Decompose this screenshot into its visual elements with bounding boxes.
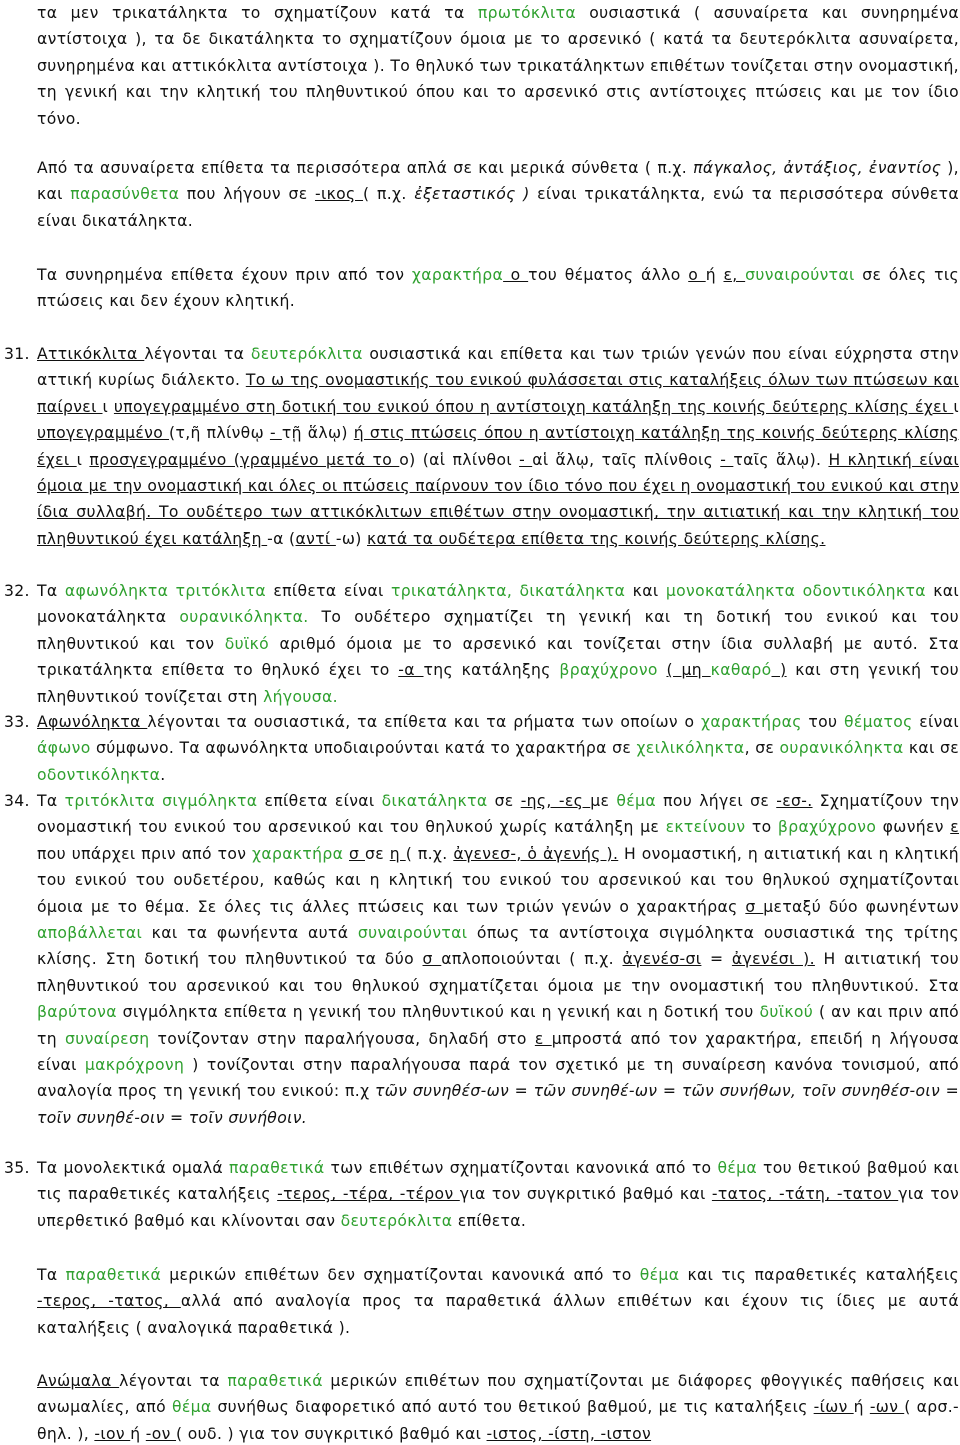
text-run: ( π.χ. [363, 185, 415, 204]
text-run: και στη γενική του πληθυντικού τονίζεται στη [37, 661, 960, 706]
text-run: = [701, 950, 732, 969]
underlined-text: σ [745, 897, 764, 916]
underlined-text: -α [398, 661, 424, 680]
underlined-text: -τερος, -τέρα, -τέρον [277, 1185, 460, 1204]
term-highlight: ουρανικόληκτα. [179, 608, 309, 627]
text-run: μεταξύ δύο φωνηέντων [763, 897, 959, 916]
underlined-text: σ [349, 844, 365, 863]
text-run: ( π.χ. [405, 844, 454, 863]
text-run: λέγονται τα ουσιαστικά, τα επίθετα και τα ρήματα των οποίων ο [147, 713, 702, 731]
text-run: σε όλες τις πτώσεις και δεν έχουν κλητική. [37, 266, 959, 311]
term-highlight: λήγουσα. [263, 687, 338, 706]
section-number: 33. [4, 713, 30, 731]
paragraph [37, 1262, 959, 1341]
underlined-text: προσγεγραμμένο (γραμμένο μετά το [89, 450, 400, 469]
underlined-text: Αττικόκλιτα [37, 345, 145, 363]
underlined-text: Η κλητική είναι όμοια με την ονομαστική και όλες οι πτώσεις παίρνουν τον ίδιο τόνο που έχει η ονομαστική του ενικού και στην ίδια συλλαβή. Το ουδέτερο των αττικόκλιτων επιθέτων στην ονομαστική, την αιτιατική και την κλητική του πληθυντικού έχει κατάληξη [37, 450, 959, 548]
text-run: αριθμό όμοια με το αρσενικό και τονίζεται στην ίδια συλλαβή με αυτό. Στα τρικατάληκτα επίθετα το θηλυκό έχει το [37, 634, 959, 680]
term-highlight: μονοκατάληκτα οδοντικόληκτα [665, 582, 926, 600]
term-highlight: θέμα [639, 1266, 680, 1284]
text-run: της κατάληξης [423, 661, 560, 680]
text-run: ( αν και πριν από τη [37, 1003, 959, 1048]
underlined-text: -τατος, -τάτη, -τατον [711, 1185, 899, 1204]
text-run: Τα [37, 582, 65, 600]
underlined-text: Αφωνόληκτα [37, 713, 148, 731]
underlined-text: ε, [723, 266, 746, 284]
underlined-text: ή στις πτώσεις όπου η αντίστοιχη κατάληξη της κοινής δεύτερης κλίσης έχει [37, 424, 959, 469]
paragraph [37, 1155, 959, 1234]
paragraph [37, 262, 959, 315]
underlined-text: -ικος [314, 185, 364, 204]
text-run: Σχηματίζουν την ονομαστική του ενικού του αρσενικού και του θηλυκού χωρίς κατάληξη με [37, 792, 960, 837]
underlined-text: η [389, 844, 406, 863]
underlined-text: Ανώμαλα [37, 1372, 120, 1390]
term-highlight: χαρακτήρα [411, 266, 504, 284]
text-run: ουσιαστικά και επίθετα και των τριών γενών που είναι εύχρηστα στην αττική κυρίως διάλεκτο. [37, 345, 959, 390]
term-highlight: τριτόκλιτα σιγμόληκτα [64, 792, 258, 810]
text-run: ή [853, 1398, 870, 1417]
underlined-text: Το ω της ονομαστικής του ενικού φυλάσσεται στις καταλήξεις όλων των πτώσεων και παίρνει [37, 371, 959, 416]
underlined-text: σ [422, 950, 442, 969]
term-highlight: θέμα [616, 792, 656, 810]
underlined-text: υπογεγραμμένο [37, 424, 170, 443]
term-highlight: θέματος [843, 713, 913, 731]
paragraph [37, 0, 959, 132]
underlined-text: κατά τα ουδέτερα επίθετα της κοινής δεύτερης κλίσης. [367, 529, 826, 548]
text-run: , σε [744, 739, 780, 758]
underlined-text: ἀγενεσ-, ὁ ἀγενής ). [453, 844, 619, 863]
text-run: και τα φωνήεντα αυτά [142, 924, 358, 943]
term-highlight: βραχύχρονο [559, 661, 658, 680]
underlined-text: ( μη [666, 661, 711, 680]
text-run: Τα [37, 1266, 66, 1284]
underlined-text: - [720, 450, 734, 469]
term-highlight: δικατάληκτα [381, 792, 488, 810]
text-run: Η αιτιατική του πληθυντικού του αρσενικού και του θηλυκού σχηματίζεται όμοια με την ονομαστική του πληθυντικού. Στα [37, 950, 960, 995]
text-run: αλλά από αναλογία προς τα παραθετικά άλλων επιθέτων και έχουν τις ίδιες με αυτά καταλήξεις ( αναλογικά παραθετικά ). [37, 1292, 960, 1337]
underlined-text: - [269, 424, 282, 443]
underlined-text: - [519, 450, 533, 469]
text-run: Τα συνηρημένα επίθετα έχουν πριν από τον [37, 266, 412, 284]
text-run: ), και [37, 159, 959, 204]
text-run: σε [487, 792, 521, 810]
text-run: . [160, 765, 166, 784]
term-highlight: παρασύνθετα [70, 185, 180, 204]
text-run: Τα [37, 792, 65, 810]
term-highlight: χαρακτήρας [701, 713, 802, 731]
example-text: ἐξεταστικός ) [414, 185, 530, 204]
underlined-text: -ίων [813, 1398, 854, 1417]
text-run: που λήγουν σε [179, 185, 315, 204]
text-run: των επιθέτων σχηματίζονται κανονικά από το [324, 1159, 718, 1177]
text-run: του θέματος άλλο [528, 266, 689, 284]
text-run: ουσιαστικά ( ασυναίρετα και συνηρημένα αντίστοιχα ), τα δε δικατάληκτα το σχηματίζουν όμοια με το αρσενικό ( κατά τα δευτερόκλιτα ασυναίρετα, συνηρημένα και αττικόκλιτα αντίστοιχα ). Το θηλυκό των τρικατάληκτων επιθέτων τονίζεται στην ονομαστική, τη γενική και την κλητική του πληθυντικού όπου και το αρσενικό στις αντίστοιχες πτώσεις και με τον ίδιο τόνο. [37, 4, 959, 128]
underlined-text: -ιστος, -ίστη, -ιστον [486, 1424, 652, 1443]
text-run: επίθετα είναι [257, 792, 382, 810]
term-highlight: βραχύχρονο [777, 818, 877, 837]
text-run: -ω) [335, 529, 368, 548]
term-highlight: δυϊκού [759, 1003, 814, 1022]
text-run: μερικών επιθέτων δεν σχηματίζονται κανονικά από το [161, 1266, 640, 1284]
term-highlight: τρικατάληκτα, δικατάληκτα [390, 582, 626, 600]
text-run: ) τονίζονται στην παραλήγουσα παρά τον σχετικό με τη συναίρεση κανόνα τονισμού, από αναλογία προς τη γενική του ενικού: π.χ [37, 1056, 959, 1101]
text-run: με [590, 792, 617, 810]
text-run: Η ονομαστική, η αιτιατική και η κλητική του ενικού του ουδετέρου, καθώς και η κλητική του ενικού του αρσενικού και του θηλυκού σχηματίζονται όμοια με το θέμα. Σε όλες τις άλλες πτώσεις και των τριών γενών ο χαρακτήρας [37, 844, 959, 916]
text-run: και μονοκατάληκτα [37, 582, 959, 627]
term-highlight: παραθετικά [65, 1266, 162, 1284]
term-highlight: αποβάλλεται [37, 924, 143, 943]
text-run: αἱ ἅλῳ, ταῖς πλίνθοις [532, 450, 721, 469]
underlined-text: ο [503, 266, 529, 284]
term-highlight: συναιρούνται [745, 266, 855, 284]
text-run: τα μεν τρικατάληκτα το σχηματίζουν κατά τα [37, 4, 478, 22]
term-highlight: συναίρεση [65, 1029, 150, 1048]
text-run: και τις παραθετικές καταλήξεις [679, 1266, 959, 1284]
text-run: του θετικού βαθμού και τις παραθετικές καταλήξεις [37, 1159, 960, 1204]
text-run: λέγονται τα [144, 345, 251, 363]
underlined-text: ) [771, 661, 787, 680]
text-run: απλοποιούνται ( π.χ. [441, 950, 623, 969]
underlined-text: ε [534, 1029, 552, 1048]
underlined-text: υπογεγραμμένο στη δοτική του ενικού όπου η αντίστοιχη κατάληξη της κοινής δεύτερης κλίσης έχει [113, 397, 954, 416]
example-text: τῶν συνηθέσ-ων = τῶν συνηθέ-ων = τῶν συνήθων, τοῖν συνηθέσ-οιν = τοῖν συνηθέ-οιν = τοῖν συνήθοιν. [37, 1082, 960, 1127]
text-run: ταῖς ἅλῳ). [733, 450, 829, 469]
text-run: Τα μονολεκτικά ομαλά [37, 1159, 230, 1177]
text-run: ι [953, 397, 960, 416]
text-run: σε [364, 844, 390, 863]
term-highlight: δευτερόκλιτα [340, 1211, 453, 1230]
text-run: είναι [912, 713, 959, 731]
text-run: ή [130, 1424, 146, 1443]
text-run: είναι τρικατάληκτα, ενώ τα περισσότερα σύνθετα είναι δικατάληκτα. [37, 185, 959, 230]
text-run: ι [76, 450, 90, 469]
paragraph [37, 341, 959, 552]
text-run: σύμφωνο. Τα αφωνόληκτα υποδιαιρούνται κατά το χαρακτήρα σε [90, 739, 637, 758]
text-run: επίθετα. [452, 1211, 527, 1230]
term-highlight: χειλικόληκτα [636, 739, 745, 758]
term-highlight: αφωνόληκτα τριτόκλιτα [64, 582, 266, 600]
text-run: το [745, 818, 778, 837]
paragraph [37, 155, 959, 234]
underlined-text: -ον [145, 1424, 177, 1443]
text-run: επίθετα είναι [265, 582, 391, 600]
underlined-text: -ων [869, 1398, 905, 1417]
paragraph [37, 1368, 959, 1445]
text-run: (τ,ῆ πλίνθῳ [169, 424, 270, 443]
text-run: σιγμόληκτα επίθετα η γενική του πληθυντικού και η γενική και η δοτική του [116, 1003, 760, 1022]
underlined-text: ἀγενέσ-σι [622, 950, 702, 969]
text-run: ο) (αἱ πλίνθοι [399, 450, 520, 469]
text-run: τονίζονταν στην παραλήγουσα, δηλαδή στο [149, 1029, 535, 1048]
underlined-text: -ης, -ες [520, 792, 591, 810]
underlined-text: -τερος, -τατος, [37, 1292, 181, 1311]
text-run: που λήγει σε [655, 792, 777, 810]
term-highlight: πρωτόκλιτα [477, 4, 576, 22]
text-run: του [801, 713, 844, 731]
text-run: ι [102, 397, 114, 416]
underlined-text: ἀγενέσι ). [731, 950, 815, 969]
text-run: λέγονται τα [119, 1372, 228, 1390]
underlined-text: ο [688, 266, 706, 284]
text-run: -α ( [267, 529, 296, 548]
term-highlight: ουρανικόληκτα [779, 739, 904, 758]
underlined-text: -ιον [94, 1424, 131, 1443]
term-highlight: βαρύτονα [37, 1003, 117, 1022]
underlined-text: αντί [295, 529, 336, 548]
paragraph [37, 578, 959, 710]
underlined-text: -εσ-. [776, 792, 813, 810]
term-highlight: παραθετικά [227, 1372, 323, 1390]
text-run: τῇ ἅλῳ) [281, 424, 354, 443]
text-run: συνήθως διαφορετικό από αυτό του θετικού βαθμού, με τις καταλήξεις [211, 1398, 814, 1417]
paragraph [37, 788, 959, 1131]
term-highlight: δευτερόκλιτα [250, 345, 363, 363]
section-number: 35. [4, 1159, 30, 1177]
text-run: όπως τα αντίστοιχα σιγμόληκτα ουσιαστικά της τρίτης κλίσης. Στη δοτική του πληθυντικού τα δύο [37, 924, 959, 969]
section-number: 31. [4, 345, 30, 363]
text-run: ( αρσ.-θηλ. ), [37, 1398, 959, 1443]
text-run: μερικών επιθέτων που σχηματίζονται με διάφορες φθογγικές παθήσεις και ανωμαλίες, από [37, 1372, 959, 1417]
text-run: και [625, 582, 666, 600]
term-highlight: συναιρούνται [357, 924, 468, 943]
term-highlight: χαρακτήρα [252, 844, 344, 863]
term-highlight: οδοντικόληκτα [37, 765, 161, 784]
term-highlight: θέμα [717, 1159, 758, 1177]
term-highlight: εκτείνουν [665, 818, 746, 837]
text-run: Από τα ασυναίρετα επίθετα τα περισσότερα απλά σε και μερικά σύνθετα ( π.χ. [37, 159, 694, 177]
text-run: μπροστά από τον χαρακτήρα, επειδή η λήγουσα είναι [37, 1029, 959, 1075]
section-number: 32. [4, 582, 30, 600]
text-run: για τον συγκριτικό βαθμό και [459, 1185, 712, 1204]
term-highlight: καθαρό [710, 661, 772, 680]
term-highlight: άφωνο [37, 739, 91, 758]
text-run: φωνήεν [876, 818, 951, 837]
example-text: πάγκαλος, ἀντάξιος, ἐναντίος [693, 159, 942, 177]
text-run: για τον υπερθετικό βαθμό και κλίνονται σαν [37, 1185, 960, 1230]
text-run: και σε [903, 739, 960, 758]
term-highlight: μακρόχρονη [84, 1056, 185, 1075]
section-number: 34. [4, 792, 30, 810]
text-run: ( ουδ. ) για τον συγκριτικό βαθμό και [176, 1424, 487, 1443]
text-run: Το ουδέτερο σχηματίζει τη γενική και τη δοτική του ενικού και του πληθυντικού και τον [37, 608, 960, 653]
underlined-text: ε [950, 818, 959, 837]
term-highlight: παραθετικά [229, 1159, 325, 1177]
term-highlight: δυϊκό [224, 634, 270, 653]
paragraph [37, 709, 959, 788]
text-run: ή [705, 266, 724, 284]
text-run: που υπάρχει πριν από τον [37, 844, 253, 863]
term-highlight: θέμα [171, 1398, 212, 1417]
